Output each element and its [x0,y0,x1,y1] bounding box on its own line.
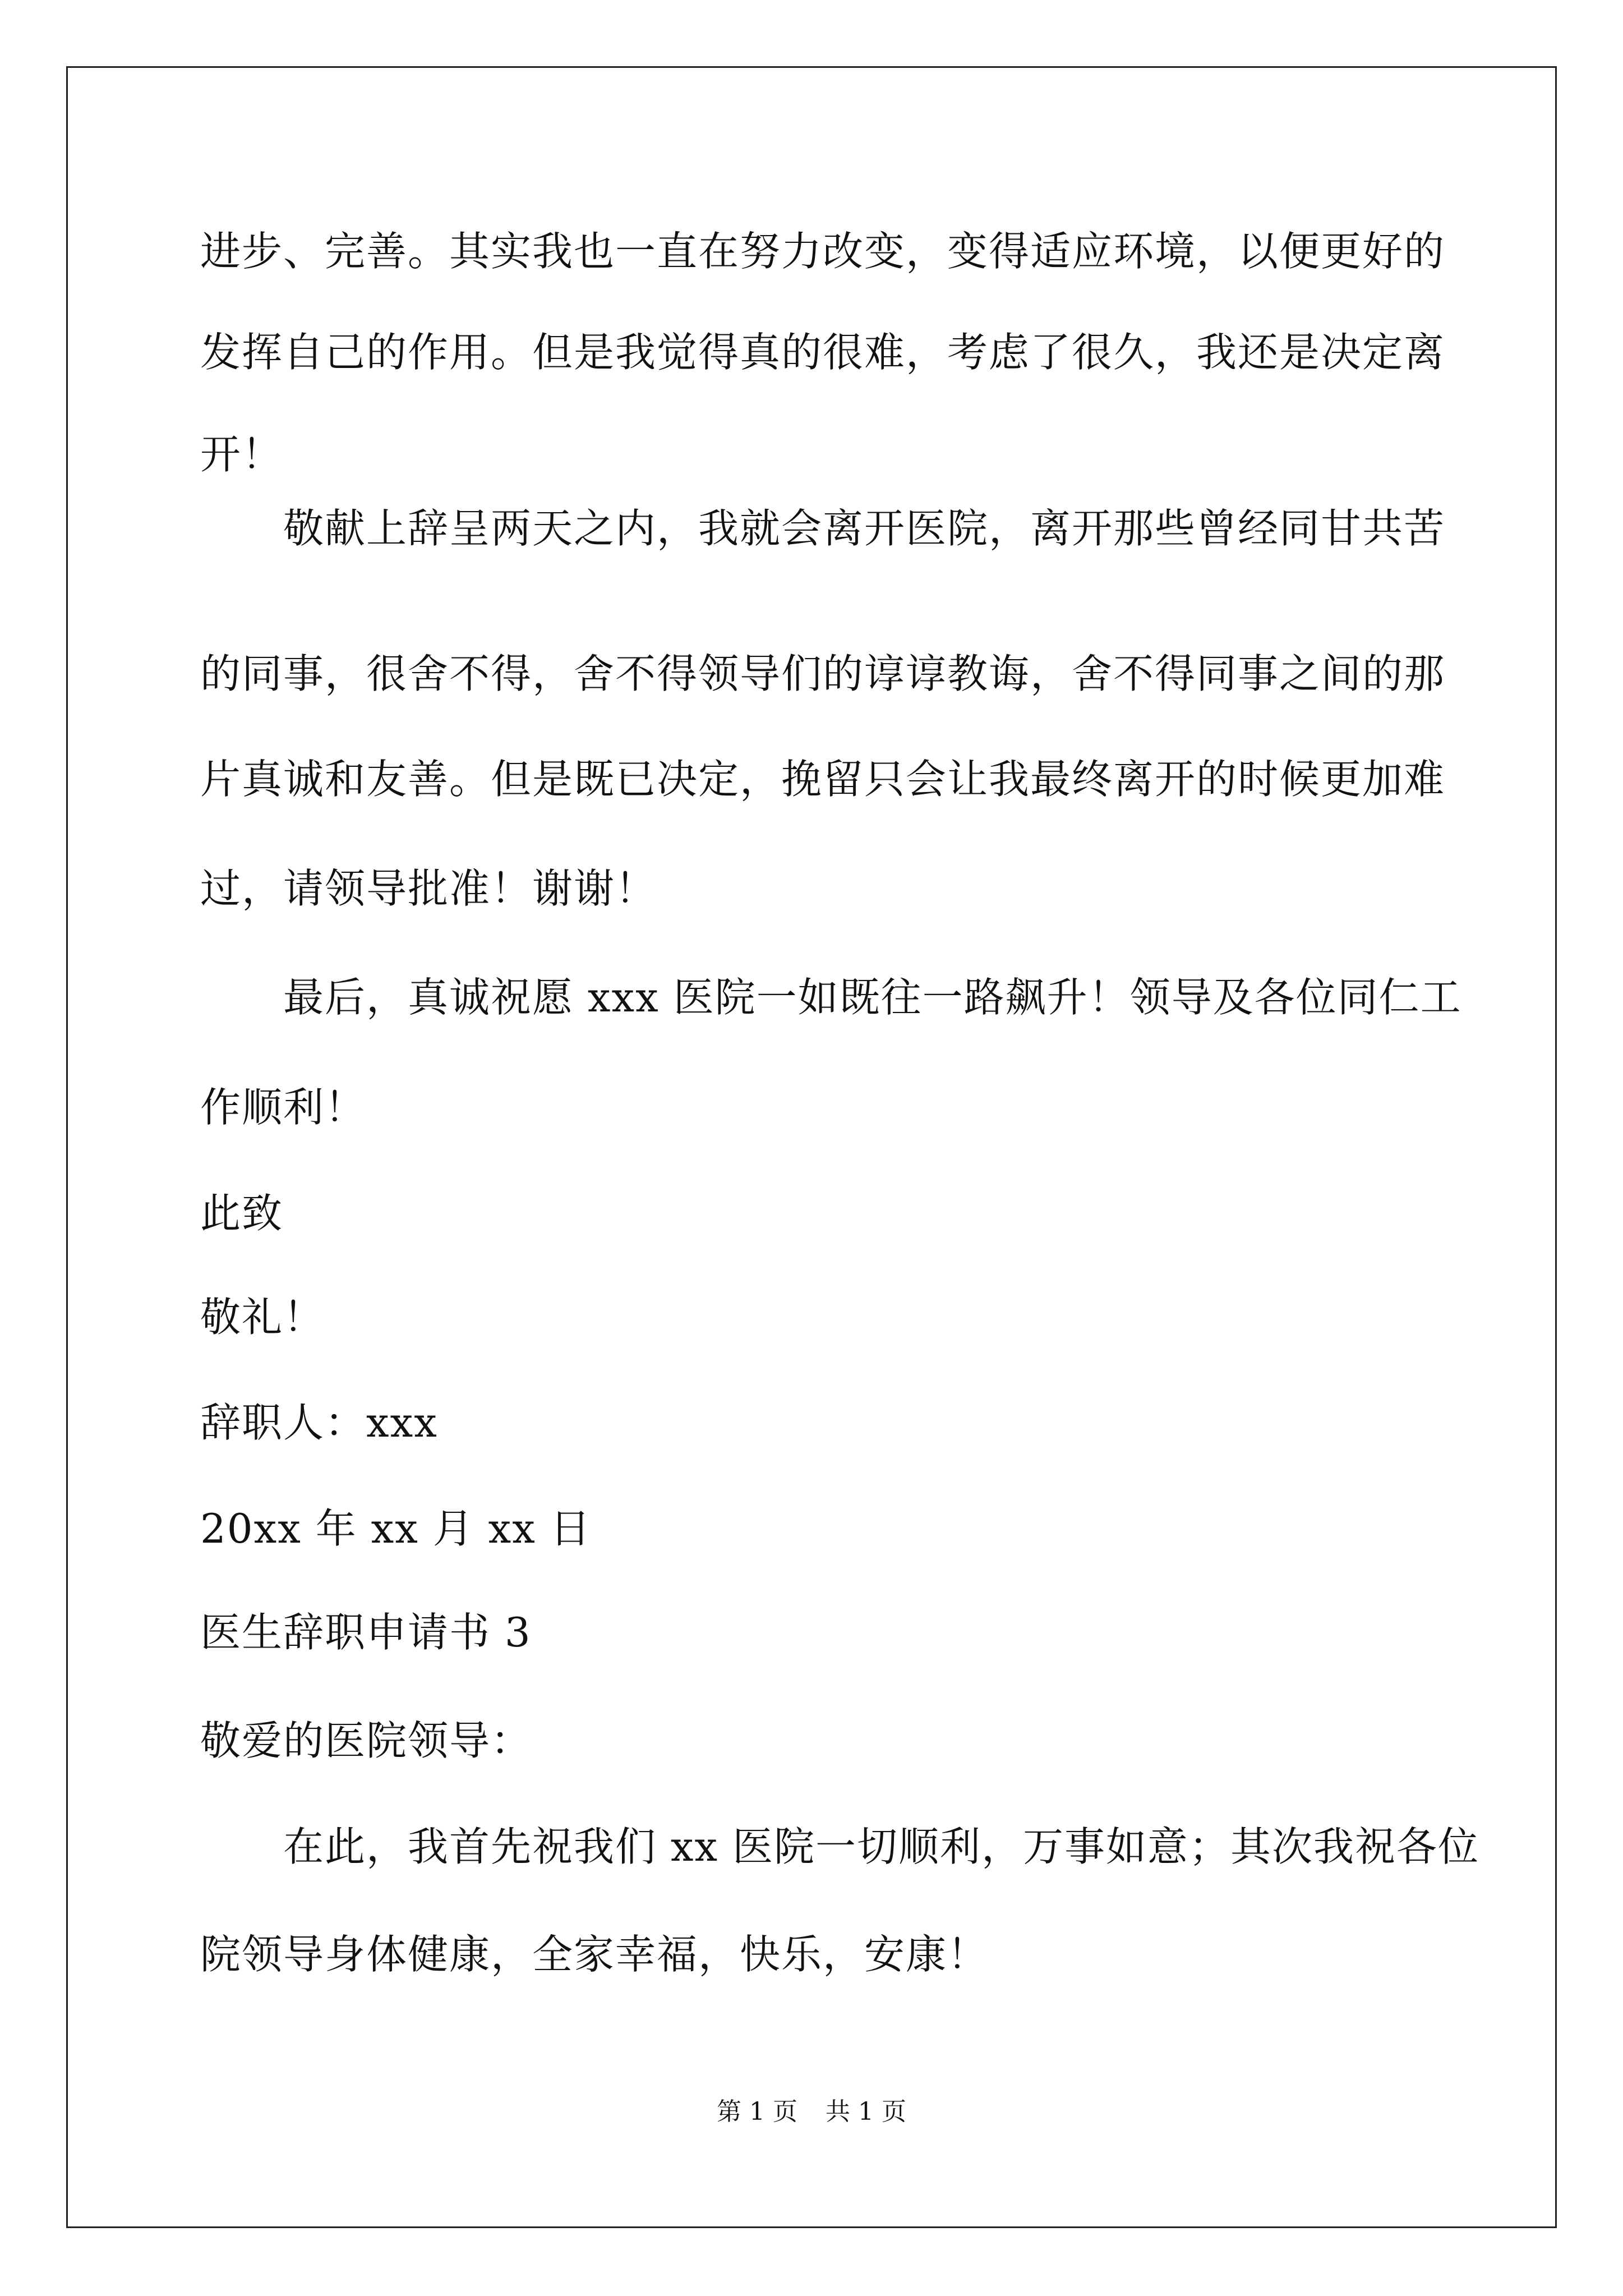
body-line-5: 的同事，很舍不得，舍不得领导们的谆谆教诲，舍不得同事之间的那 [200,650,1446,697]
body-line-16: 在此，我首先祝我们 xx 医院一切顺利，万事如意；其次我祝各位 [283,1823,1479,1870]
body-line-7: 过，请领导批准！谢谢！ [200,865,657,912]
body-line-6: 片真诚和友善。但是既已决定，挽留只会让我最终离开的时候更加难 [200,756,1446,803]
body-line-3: 开！ [200,431,284,478]
greeting: 敬爱的医院领导： [200,1717,533,1764]
closing-salutation: 此致 [200,1190,284,1237]
section-title: 医生辞职申请书 3 [200,1609,532,1656]
body-line-4: 敬献上辞呈两天之内，我就会离开医院，离开那些曾经同甘共苦 [283,505,1446,552]
signature: 辞职人：xxx [200,1399,438,1446]
page-total: 共 1 页 [826,2097,906,2126]
body-line-9: 作顺利！ [200,1084,367,1131]
body-line-8: 最后，真诚祝愿 xxx 医院一如既往一路飙升！领导及各位同仁工 [283,974,1462,1021]
body-line-1: 进步、完善。其实我也一直在努力改变，变得适应环境，以便更好的 [200,228,1446,275]
date-line: 20xx 年 xx 月 xx 日 [200,1505,592,1552]
page-footer [0,2095,1623,2129]
closing-regards: 敬礼！ [200,1294,325,1341]
body-line-17: 院领导身体健康，全家幸福，快乐，安康！ [200,1931,989,1978]
body-line-2: 发挥自己的作用。但是我觉得真的很难，考虑了很久，我还是决定离 [200,329,1446,376]
page-number: 第 1 页 [717,2097,797,2126]
page-border [66,66,1557,2228]
